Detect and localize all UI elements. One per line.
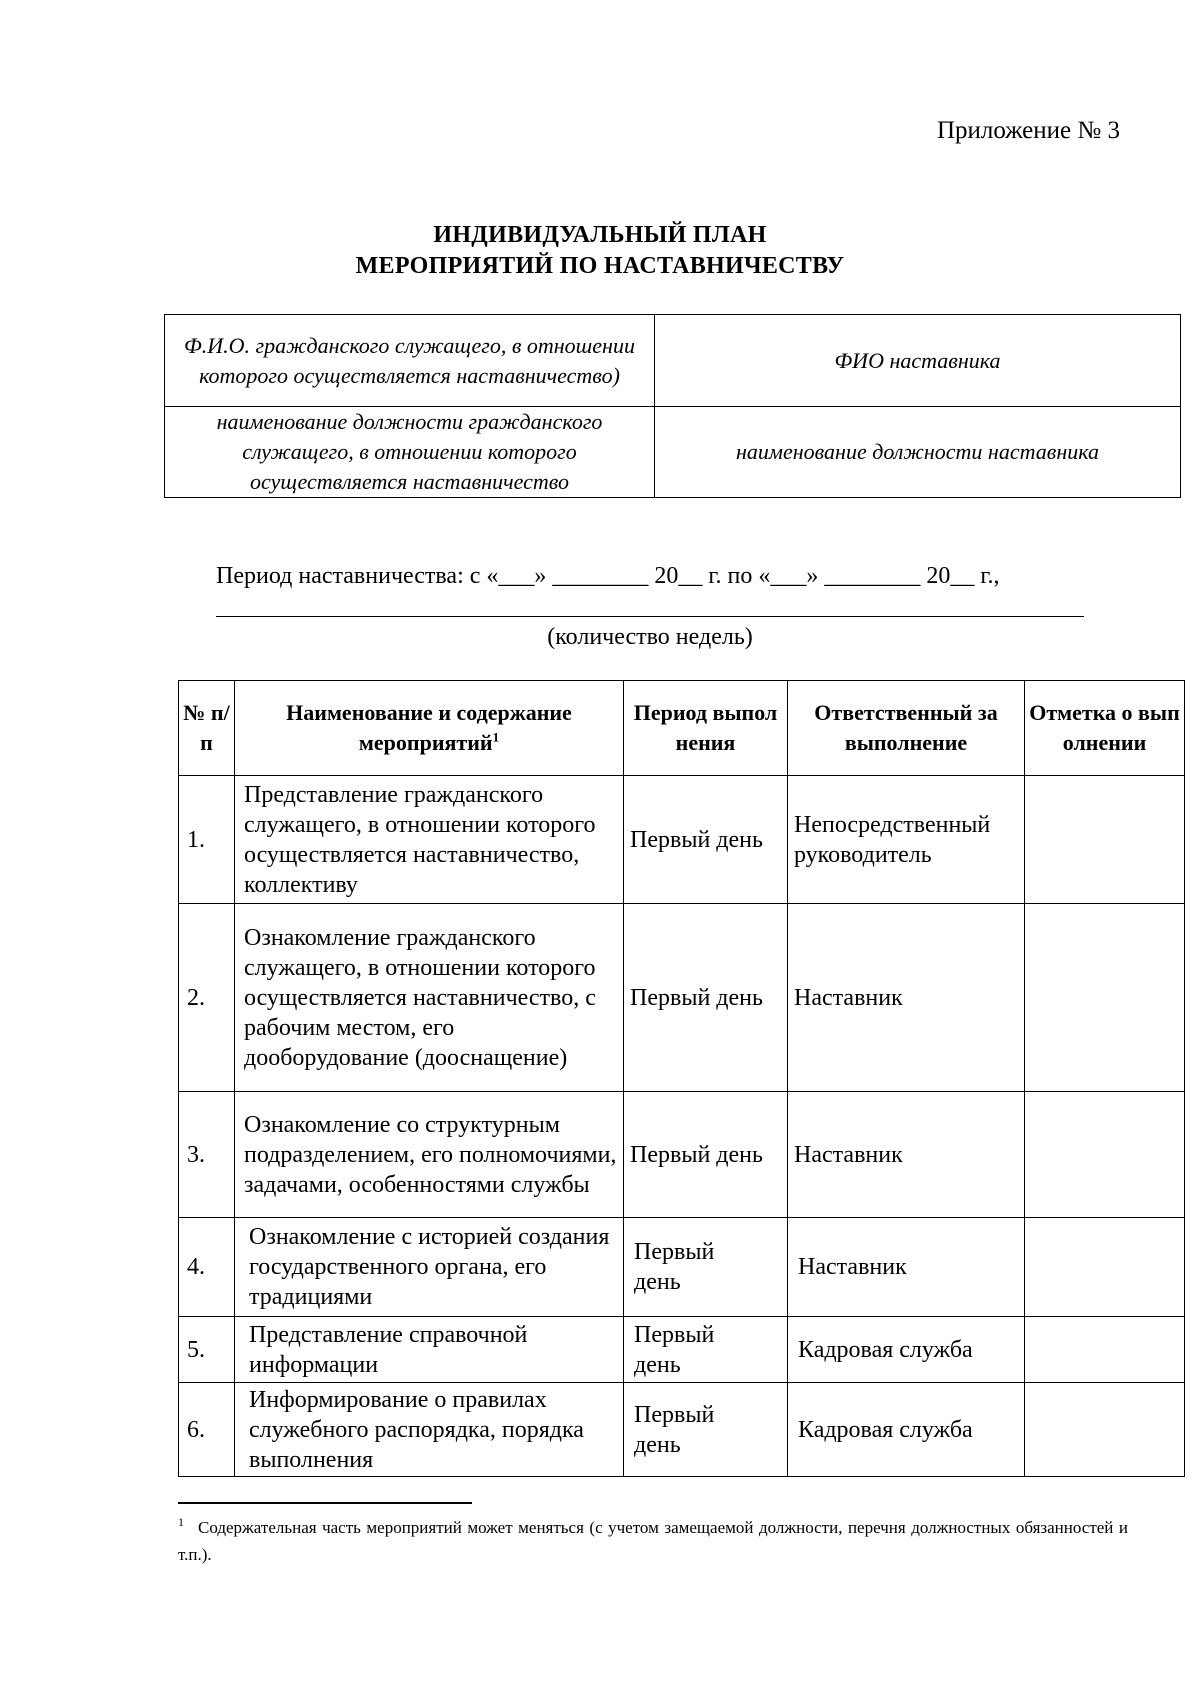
row-num: 2. (179, 904, 235, 1092)
row-period: Первый день (624, 776, 788, 904)
title-line-2: МЕРОПРИЯТИЙ ПО НАСТАВНИЧЕСТВУ (355, 253, 845, 279)
weeks-note: (количество недель) (547, 624, 753, 650)
row-mark (1025, 1317, 1185, 1383)
row-mark (1025, 776, 1185, 904)
mentee-position-cell: наименование должности гражданского служащего, в отношении которого осуществляется наставничество (165, 407, 655, 498)
header-mark: Отметка о выполнении (1025, 681, 1185, 776)
row-num: 4. (179, 1218, 235, 1317)
footnote-separator (178, 1502, 472, 1504)
row-period: Первый день (624, 1317, 788, 1383)
row-mark (1025, 1218, 1185, 1317)
row-name: Ознакомление с историей создания государственного органа, его традициями (235, 1218, 624, 1317)
row-num: 6. (179, 1383, 235, 1477)
row-name: Информирование о правилах служебного распорядка, порядка выполнения (235, 1383, 624, 1477)
row-period: Первый день (624, 1218, 788, 1317)
row-name: Представление справочной информации (235, 1317, 624, 1383)
row-num: 3. (179, 1092, 235, 1218)
mentor-name-cell: ФИО наставника (655, 315, 1181, 407)
table-row (179, 1317, 1185, 1383)
footnote-marker: 1 (178, 1515, 184, 1530)
row-mark (1025, 1383, 1185, 1477)
plan-table-header (179, 681, 1185, 776)
header-period: Период выполнения (624, 681, 788, 776)
weeks-blank-line (216, 616, 1084, 617)
row-num: 1. (179, 776, 235, 904)
row-period: Первый день (624, 1383, 788, 1477)
table-row (179, 1218, 1185, 1317)
footnote-text: Содержательная часть мероприятий может меняться (с учетом замещаемой должности, перечня должностных обязанностей и т.п.). (178, 1518, 1128, 1564)
row-mark (1025, 1092, 1185, 1218)
document-title (0, 220, 1200, 282)
mentoring-period: Период наставничества: с «___» ________ 20__ г. по «___» ________ 20__ г., (216, 563, 1000, 589)
table-row (179, 904, 1185, 1092)
table-row (179, 1092, 1185, 1218)
row-responsible: Кадровая служба (788, 1317, 1025, 1383)
row-period: Первый день (624, 1092, 788, 1218)
row-responsible: Кадровая служба (788, 1383, 1025, 1477)
row-name: Ознакомление гражданского служащего, в отношении которого осуществляется наставничество, с рабочим местом, его дооборудование (дооснащение) (235, 904, 624, 1092)
table-row (179, 1383, 1185, 1477)
row-name: Ознакомление со структурным подразделением, его полномочиями, задачами, особенностями службы (235, 1092, 624, 1218)
row-responsible: Наставник (788, 904, 1025, 1092)
table-row (179, 776, 1185, 904)
header-responsible: Ответственный за выполнение (788, 681, 1025, 776)
header-num: № п/п (179, 681, 235, 776)
header-name-text: Наименование и содержание мероприятий (286, 700, 572, 755)
footnote (178, 1514, 1128, 1568)
participants-table (164, 314, 1181, 498)
plan-table (178, 680, 1185, 1477)
mentee-name-cell: Ф.И.О. гражданского служащего, в отношении которого осуществляется наставничество) (165, 315, 655, 407)
row-period: Первый день (624, 904, 788, 1092)
row-name: Представление гражданского служащего, в отношении которого осуществляется наставничество, коллективу (235, 776, 624, 904)
row-responsible: Наставник (788, 1218, 1025, 1317)
mentor-position-cell: наименование должности наставника (655, 407, 1181, 498)
row-responsible: Непосредственный руководитель (788, 776, 1025, 904)
appendix-label: Приложение № 3 (936, 117, 1120, 144)
row-responsible: Наставник (788, 1092, 1025, 1218)
row-mark (1025, 904, 1185, 1092)
header-footnote-marker: 1 (492, 729, 500, 745)
title-line-1: ИНДИВИДУАЛЬНЫЙ ПЛАН (433, 222, 767, 248)
header-name (235, 681, 624, 776)
row-num: 5. (179, 1317, 235, 1383)
